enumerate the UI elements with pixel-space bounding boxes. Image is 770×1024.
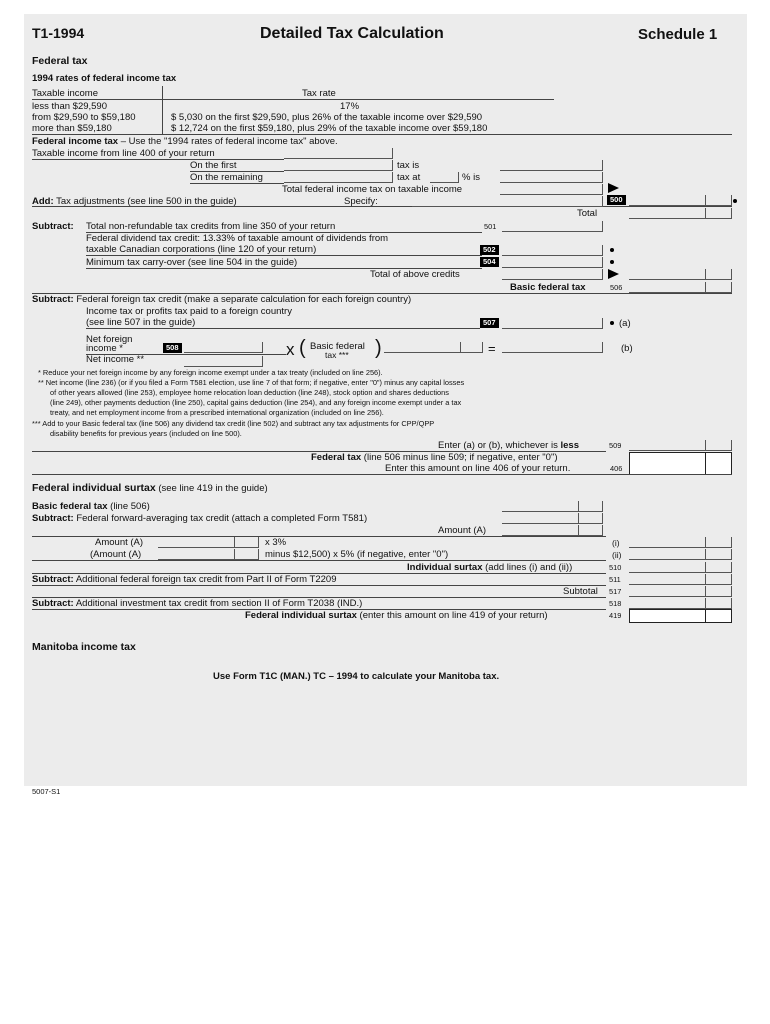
total-label: Total: [577, 208, 598, 219]
code-502: 502: [480, 245, 499, 255]
row-ii-num: (ii): [612, 550, 622, 560]
line-509-field[interactable]: [629, 440, 706, 451]
col-tax-rate: Tax rate: [302, 88, 336, 99]
line-419-cents-box[interactable]: [705, 609, 732, 623]
total-above-credits-field[interactable]: [502, 269, 603, 280]
rate-row-1-income: less than $29,590: [32, 101, 108, 112]
line-511-cents[interactable]: [705, 574, 732, 585]
row-ii-amount-field[interactable]: [158, 549, 235, 560]
net-foreign-label-2: income *: [86, 343, 123, 354]
amount-a-field[interactable]: [502, 525, 579, 536]
row-ii-op: minus $12,500) x 5% (if negative, enter "0"): [265, 549, 449, 560]
line-504-field[interactable]: [502, 257, 603, 268]
manitoba-heading: Manitoba income tax: [32, 641, 136, 653]
forward-averaging-cents[interactable]: [578, 513, 603, 524]
remaining-tax-field[interactable]: [500, 172, 603, 183]
note-2-cont: treaty, and net employment income from a prescribed international organization (included on line 256).: [50, 408, 384, 417]
form-id: T1-1994: [32, 25, 85, 41]
line-506-field[interactable]: [629, 282, 706, 293]
non-refundable-credits-label: Total non-refundable tax credits from line 350 of your return: [86, 221, 336, 232]
row-ii-cents[interactable]: [705, 549, 732, 560]
enter-a-or-b-label: Enter (a) or (b), whichever is less: [438, 440, 579, 451]
tax-is-label: tax is: [397, 160, 420, 171]
section-heading-federal-tax: Federal tax: [32, 55, 88, 67]
subtract-2038-label: Subtract: Additional investment tax credit from section II of Form T2038 (IND.): [32, 598, 363, 609]
foreign-credit-heading: Subtract: Federal foreign tax credit (make a separate calculation for each foreign country): [32, 294, 412, 305]
col-taxable-income: Taxable income: [32, 88, 99, 99]
tax-rate-field[interactable]: [430, 172, 459, 183]
specify-field[interactable]: [412, 196, 603, 207]
dividend-credit-label-1: Federal dividend tax credit: 13.33% of taxable amount of dividends from: [86, 233, 389, 244]
foreign-tax-guide-label: (see line 507 in the guide): [86, 317, 196, 328]
rate-row-1-rate: 17%: [340, 101, 360, 112]
surtax-basic-cents[interactable]: [578, 501, 603, 512]
total-federal-label: Total federal income tax on taxable income: [282, 184, 463, 195]
on-remaining-field[interactable]: [284, 172, 393, 183]
code-508: 508: [163, 343, 182, 353]
forward-averaging-field[interactable]: [502, 513, 579, 524]
surtax-heading: Federal individual surtax (see line 419 in the guide): [32, 482, 268, 494]
total-above-credits-label: Total of above credits: [370, 269, 460, 280]
line-406-num: 406: [610, 464, 623, 473]
rate-row-2-rate: $ 5,030 on the first $29,590, plus 26% of the taxable income over $29,590: [171, 112, 483, 123]
line-406-cents-box[interactable]: [705, 452, 732, 475]
bft-cents[interactable]: [460, 342, 483, 353]
row-i-field[interactable]: [629, 537, 706, 548]
line-510-num: 510: [609, 563, 622, 572]
subtract-credits-label: Subtract:: [32, 221, 74, 232]
times-sign: x: [286, 340, 295, 359]
rate-row-2-income: from $29,590 to $59,180: [32, 112, 136, 123]
on-remaining-label: On the remaining: [190, 172, 263, 183]
code-500: 500: [607, 195, 626, 205]
line-419-box[interactable]: [629, 609, 707, 623]
label-a: (a): [619, 318, 631, 329]
on-first-label: On the first: [190, 160, 237, 171]
bft-label-1: Basic federal: [310, 341, 365, 352]
rule: [190, 183, 284, 184]
rate-row-3-rate: $ 12,724 on the first $59,180, plus 29% of the taxable income over $59,180: [171, 123, 488, 134]
pct-is-label: % is: [462, 172, 480, 183]
bullet-icon: [733, 199, 737, 203]
line-406-box[interactable]: [629, 452, 707, 475]
rule: [162, 86, 163, 134]
paren-open: (: [299, 337, 306, 359]
note-2-cont: (line 249), other payments deduction (line 250), capital gains deduction (line 254), and any foreign income exempt under a tax: [50, 398, 462, 407]
rule: [32, 159, 284, 160]
manitoba-instruction: Use Form T1C (MAN.) TC – 1994 to calculate your Manitoba tax.: [213, 671, 500, 682]
row-ii-field[interactable]: [629, 549, 706, 560]
line-517-num: 517: [609, 587, 622, 596]
paren-close: ): [375, 337, 382, 359]
subtotal-label: Subtotal: [563, 586, 598, 597]
total-above-credits-cents[interactable]: [705, 269, 732, 280]
bullet-icon: [610, 248, 614, 252]
code-507: 507: [480, 318, 499, 328]
row-ii-amount-cents[interactable]: [234, 549, 259, 560]
dividend-credit-label-2: taxable Canadian corporations (line 120 of your return): [86, 244, 317, 255]
line-511-field[interactable]: [629, 574, 706, 585]
bullet-icon: [610, 260, 614, 264]
net-foreign-label-1: Net foreign: [86, 334, 133, 345]
row-ii-label: (Amount (A): [90, 549, 142, 560]
surtax-basic-field[interactable]: [502, 501, 579, 512]
federal-individual-surtax-label: Federal individual surtax (enter this amount on line 419 of your return): [245, 610, 548, 621]
total-above-credits-carry[interactable]: [629, 269, 706, 280]
line-500-cents[interactable]: [705, 195, 732, 206]
line-518-cents[interactable]: [705, 598, 732, 609]
line-517-field[interactable]: [629, 586, 706, 597]
line-509-cents[interactable]: [705, 440, 732, 451]
line-518-num: 518: [609, 599, 622, 608]
row-i-amount-cents[interactable]: [234, 537, 259, 548]
surtax-basic-label: Basic federal tax (line 506): [32, 501, 150, 512]
total-field[interactable]: [629, 208, 706, 219]
footer-form-code: 5007-S1: [32, 787, 61, 796]
surtax-subtract-label: Subtract: Federal forward-averaging tax credit (attach a completed Form T581): [32, 513, 368, 524]
net-foreign-income-field[interactable]: [184, 342, 263, 353]
row-i-op: x 3%: [265, 537, 287, 548]
subtract-2209-label: Subtract: Additional federal foreign tax credit from Part II of Form T2209: [32, 574, 337, 585]
amount-a-label: Amount (A): [438, 525, 487, 536]
net-income-field[interactable]: [184, 356, 263, 367]
line-500-field[interactable]: [629, 195, 706, 206]
rule: [32, 585, 606, 586]
rates-heading: 1994 rates of federal income tax: [32, 73, 177, 84]
rule: [32, 560, 606, 561]
note-3: *** Add to your Basic federal tax (line 506) any dividend tax credit (line 502) and subtract any tax adjustments for CPP/QPP: [32, 419, 435, 428]
line-510-field[interactable]: [629, 562, 706, 573]
tax-at-label: tax at: [397, 172, 421, 183]
bft-field[interactable]: [384, 342, 461, 353]
line-501-field[interactable]: [502, 221, 603, 232]
rule: [32, 134, 732, 135]
form-title: Detailed Tax Calculation: [260, 25, 444, 42]
bullet-icon: [610, 321, 614, 325]
federal-tax-line: Federal tax (line 506 minus line 509; if negative, enter "0"): [311, 452, 558, 463]
line-506-num: 506: [610, 283, 623, 292]
line-502-field[interactable]: [502, 245, 603, 256]
minimum-tax-label: Minimum tax carry-over (see line 504 in the guide): [86, 257, 298, 268]
arrow-right-icon: [608, 183, 619, 193]
schedule-label: Schedule 1: [638, 26, 718, 43]
line-517-cents[interactable]: [705, 586, 732, 597]
amount-a-cents[interactable]: [578, 525, 603, 536]
rate-row-3-income: more than $59,180: [32, 123, 112, 134]
taxable-income-label: Taxable income from line 400 of your return: [32, 148, 215, 159]
rule: [32, 474, 732, 475]
foreign-tax-paid-label: Income tax or profits tax paid to a foreign country: [86, 306, 292, 317]
line-507-field[interactable]: [502, 318, 603, 329]
line-511-num: 511: [609, 575, 621, 584]
arrow-right-icon: [608, 269, 619, 279]
line-419-num: 419: [609, 611, 622, 620]
rule: [32, 99, 554, 100]
line-518-field[interactable]: [629, 598, 706, 609]
code-504: 504: [480, 257, 499, 267]
row-i-amount-field[interactable]: [158, 537, 235, 548]
note-2-cont: of other years allowed (line 253), employee home relocation loan deduction (line 248), stock option and shares deductions: [50, 388, 449, 397]
row-i-num: (i): [612, 538, 620, 548]
rule: [86, 328, 480, 329]
line-506-cents[interactable]: [705, 282, 732, 293]
line-510-cents[interactable]: [705, 562, 732, 573]
label-b: (b): [621, 343, 633, 354]
individual-surtax-label: Individual surtax (add lines (i) and (ii)): [407, 562, 573, 573]
tax-is-field[interactable]: [500, 160, 603, 171]
rule: [86, 255, 482, 256]
bft-label-2: tax ***: [325, 350, 349, 360]
note-3-cont: disability benefits for previous years (included on line 500).: [50, 429, 242, 438]
equals-sign: =: [488, 341, 496, 356]
result-b-field[interactable]: [502, 342, 603, 353]
taxable-income-field[interactable]: [284, 148, 393, 159]
line-501-num: 501: [484, 222, 497, 231]
net-income-label: Net income **: [86, 354, 145, 365]
specify-label: Specify:: [344, 196, 378, 207]
total-federal-field[interactable]: [500, 184, 603, 195]
total-cents[interactable]: [705, 208, 732, 219]
add-tax-adjustments: Add: Tax adjustments (see line 500 in the guide): [32, 196, 237, 207]
row-i-label: Amount (A): [95, 537, 144, 548]
on-first-field[interactable]: [284, 160, 393, 171]
row-i-cents[interactable]: [705, 537, 732, 548]
line-509-num: 509: [609, 441, 622, 450]
note-1: * Reduce your net foreign income by any foreign income exempt under a tax treaty (included on line 256).: [38, 368, 383, 377]
note-2: ** Net income (line 236) (or if you filed a Form T581 election, use line 7 of that form; if negative, enter "0") minus any capital losses: [38, 378, 465, 387]
basic-federal-tax-label: Basic federal tax: [510, 282, 586, 293]
federal-income-tax-instruction: Federal income tax – Use the "1994 rates of federal income tax" above.: [32, 136, 338, 147]
enter-406-label: Enter this amount on line 406 of your return.: [385, 463, 571, 474]
